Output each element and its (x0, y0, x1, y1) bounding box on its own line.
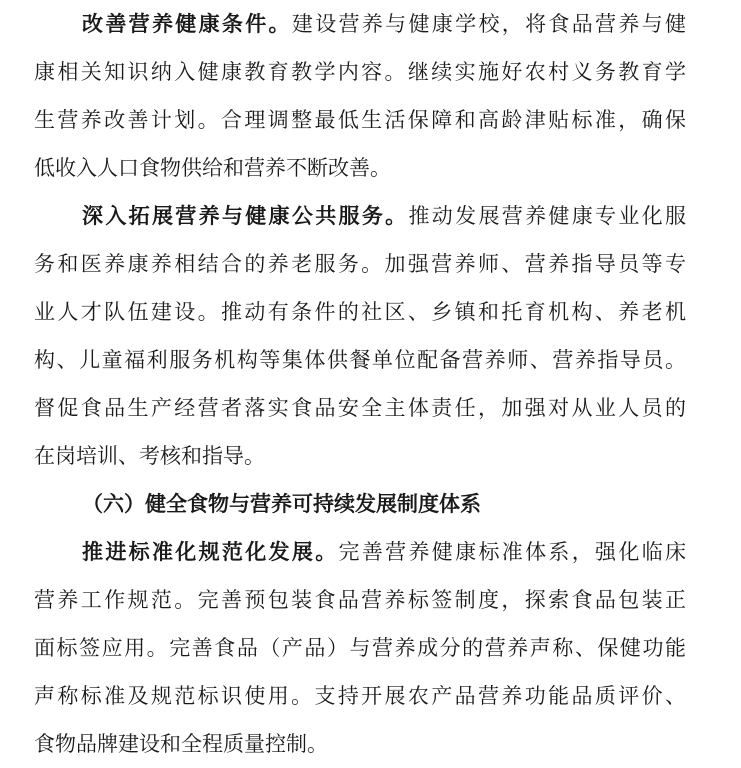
paragraph-2-line-1 (34, 192, 686, 240)
paragraph-3-line-4: 声称标准及规范标识使用。支持开展农产品营养功能品质评价、 (34, 684, 686, 708)
paragraph-3-line-5: 食物品牌建设和全程质量控制。 (34, 732, 328, 756)
paragraph-2-line-2: 务和医养康养相结合的养老服务。加强营养师、营养指导员等专 (34, 252, 686, 276)
paragraph-1-line-1 (34, 0, 686, 48)
paragraph-2-lead: 深入拓展营养与健康公共服务。 (82, 203, 409, 228)
paragraph-2-line-6: 在岗培训、考核和指导。 (34, 444, 265, 468)
paragraph-3-line-2: 营养工作规范。完善预包装食品营养标签制度，探索食品包装正 (34, 588, 686, 612)
section-heading: （六）健全食物与营养可持续发展制度体系 (82, 491, 481, 516)
paragraph-3-lead: 推进标准化规范化发展。 (82, 539, 339, 564)
paragraph-2-text: 推动发展营养健康专业化服 (408, 204, 687, 228)
paragraph-1-text: 建设营养与健康学校，将食品营养与健 (291, 12, 687, 36)
paragraph-1-line-3: 生营养改善计划。合理调整最低生活保障和高龄津贴标准，确保 (34, 108, 686, 132)
paragraph-1-line-4: 低收入人口食物供给和营养不断改善。 (34, 156, 391, 180)
paragraph-3-text: 完善营养健康标准体系，强化临床 (338, 540, 687, 564)
paragraph-1-lead: 改善营养健康条件。 (82, 11, 292, 36)
paragraph-3-line-3: 面标签应用。完善食品（产品）与营养成分的营养声称、保健功能 (34, 636, 686, 660)
paragraph-2-line-4: 构、儿童福利服务机构等集体供餐单位配备营养师、营养指导员。 (34, 348, 686, 372)
paragraph-2-line-3: 业人才队伍建设。推动有条件的社区、乡镇和托育机构、养老机 (34, 300, 686, 324)
paragraph-1-line-2: 康相关知识纳入健康教育教学内容。继续实施好农村义务教育学 (34, 60, 686, 84)
paragraph-2-line-5: 督促食品生产经营者落实食品安全主体责任，加强对从业人员的 (34, 396, 686, 420)
paragraph-3-line-1 (34, 528, 686, 576)
